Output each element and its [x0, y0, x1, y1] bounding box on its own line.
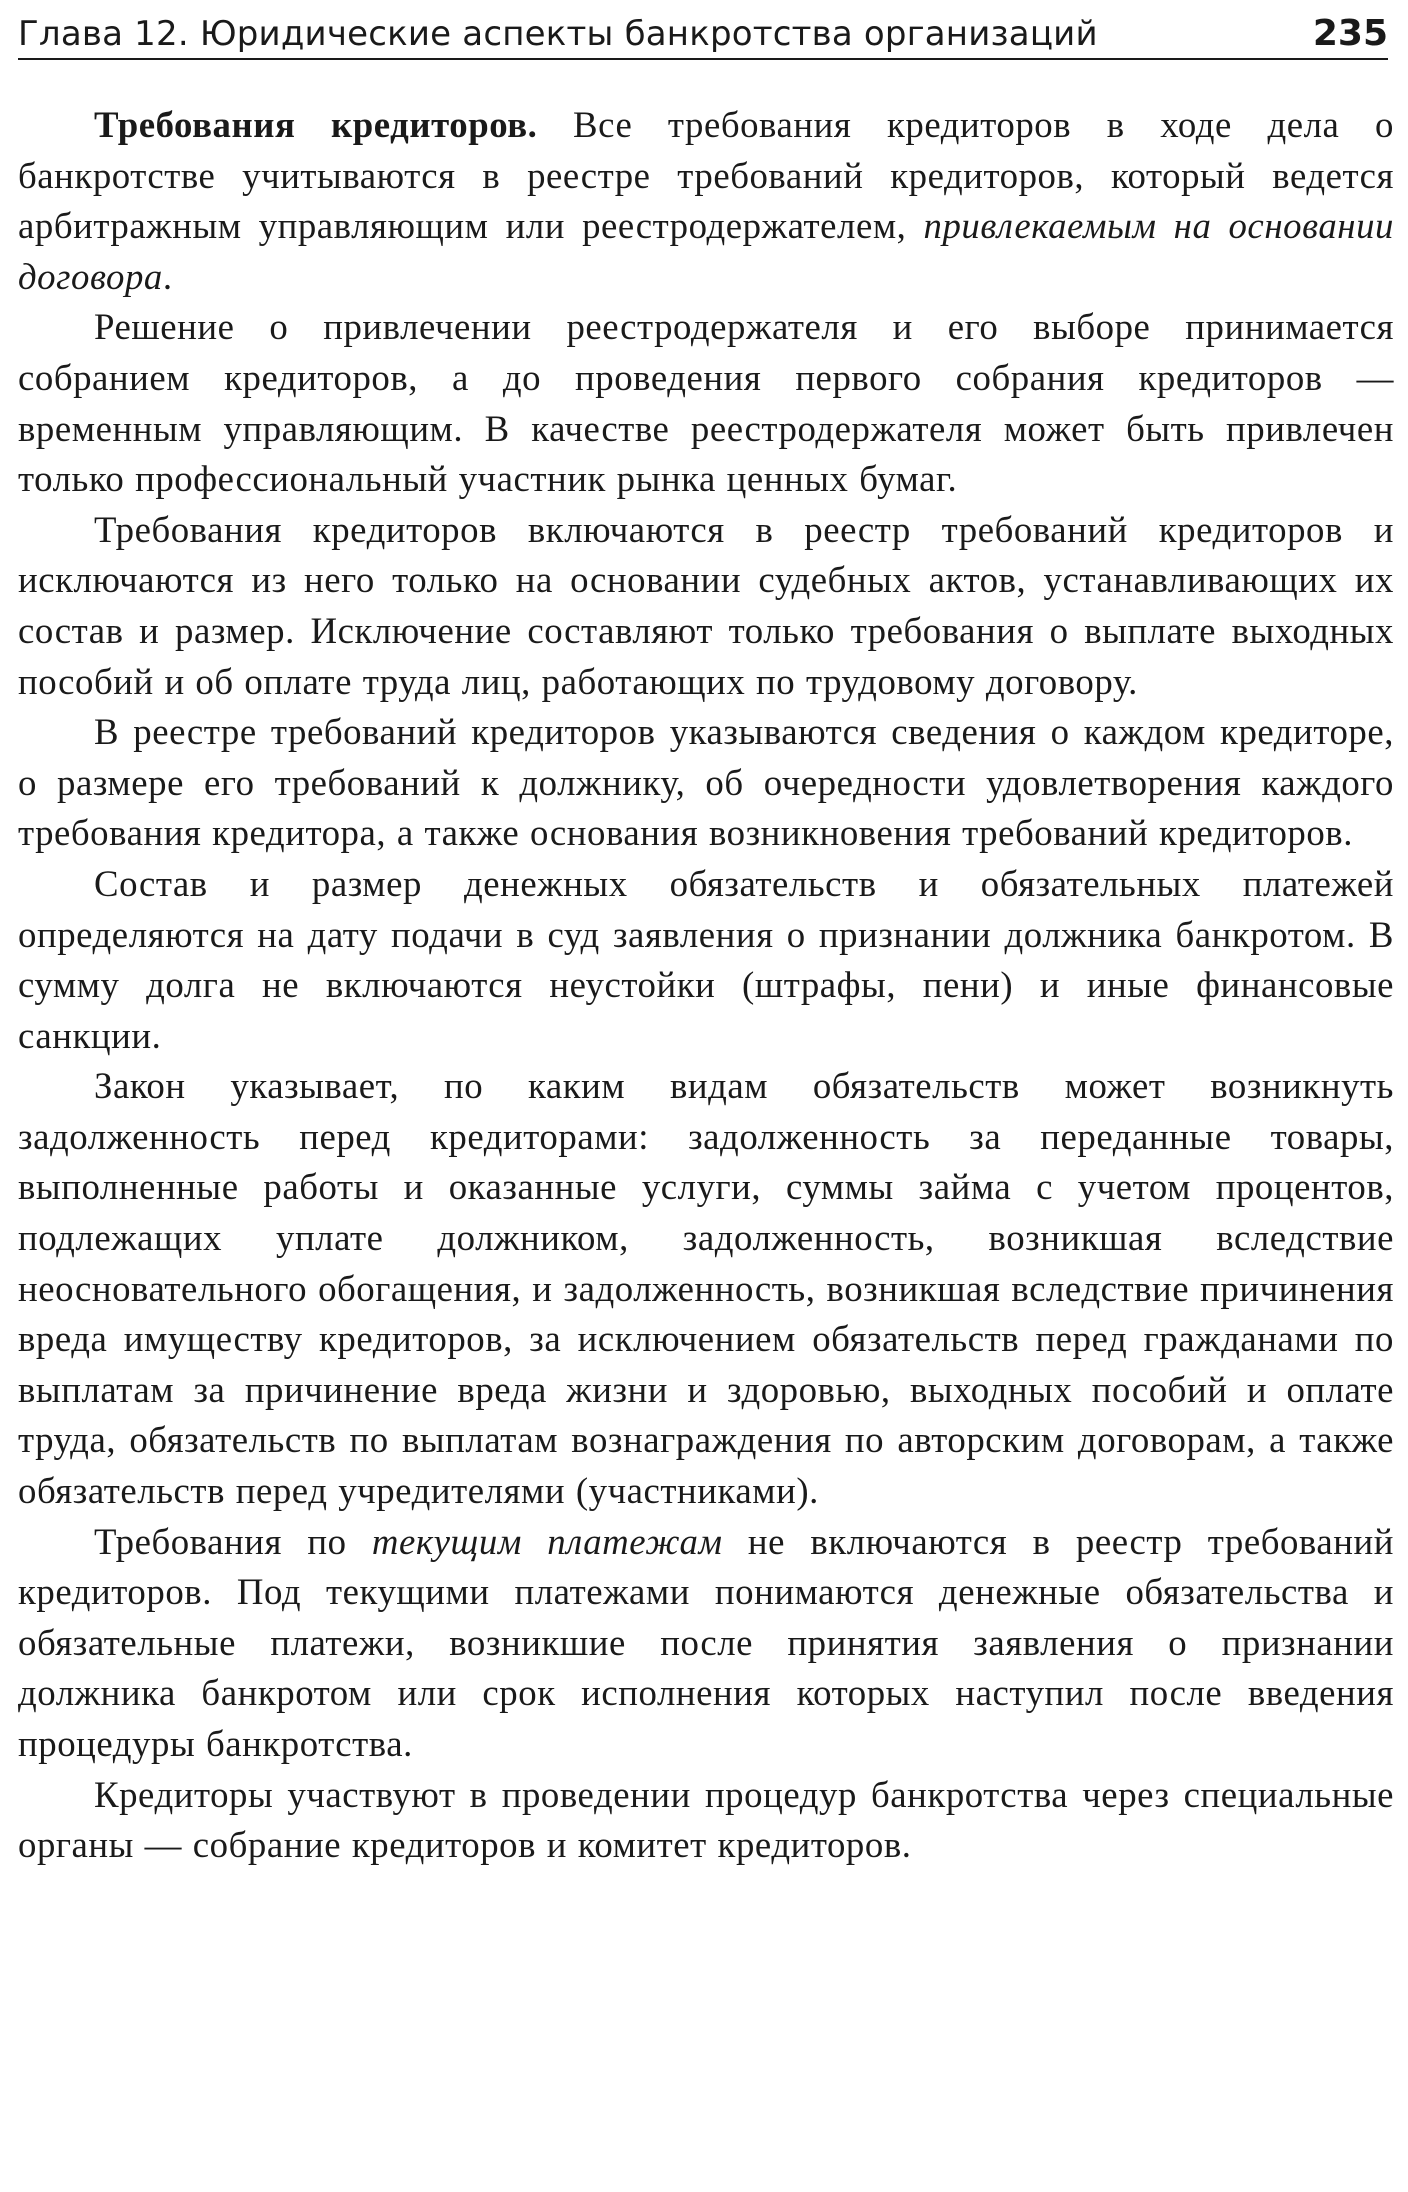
paragraph-4: В реестре требований кредиторов указываются сведения о каждом кредиторе, о размере его требований к должнику, об очередности удовлетворения каждого требования кредитора, а также основания возникновения требований кредиторов.	[18, 711, 1394, 854]
paragraph-text-end: не включаются в реестр требований кредиторов. Под текущими платежами понимаются денежные обязательства и обязательные платежи, возникшие после принятия заявления о признании должника банкротом или срок исполнения которых наступил после введения процедуры банкротства.	[18, 1520, 1394, 1764]
paragraph-3: Требования кредиторов включаются в реестр требований кредиторов и исключаются из него только на основании судебных актов, устанавливающих их состав и размер. Исключение составляют только требования о выплате выходных пособий и об оплате труда лиц, работающих по трудовому договору.	[18, 508, 1394, 702]
running-header	[18, 6, 1388, 60]
paragraph-text-end: .	[162, 255, 173, 297]
body-text	[18, 100, 1394, 1871]
paragraph-1	[18, 100, 1394, 302]
paragraph-italic-term: текущим платежам	[371, 1520, 723, 1562]
paragraph-8: Кредиторы участвуют в проведении процедур банкротства через специальные органы — собрание кредиторов и комитет кредиторов.	[18, 1773, 1394, 1866]
paragraph-text: Требования по	[94, 1520, 372, 1562]
page-number: 235	[1312, 13, 1388, 54]
paragraph-6: Закон указывает, по каким видам обязательств может возникнуть задолженность перед кредиторами: задолженность за переданные товары, выполненные работы и оказанные услуги, суммы займа с учетом процентов, подлежащих уплате должником, задолженность, возникшая вследствие неосновательного обогащения, и задолженность, возникшая вследствие причинения вреда имуществу кредиторов, за исключением обязательств перед гражданами по выплатам за причинение вреда жизни и здоровью, выходных пособий и оплате труда, обязательств по выплатам вознаграждения по авторским договорам, а также обязательств перед учредителями (участниками).	[18, 1065, 1394, 1512]
paragraph-italic-term: привлекаемым на основании договора	[18, 205, 1394, 297]
paragraph-lead-term: Требования кредиторов.	[94, 104, 538, 145]
chapter-title: Глава 12. Юридические аспекты банкротства организаций	[18, 14, 1098, 54]
paragraph-5: Состав и размер денежных обязательств и обязательных платежей определяются на дату подачи в суд заявления о признании должника банкротом. В сумму долга не включаются неустойки (штрафы, пени) и иные финансовые санкции.	[18, 862, 1394, 1056]
paragraph-text: Все требования кредиторов в ходе дела о банкротстве учитываются в реестре требований кредиторов, который ведется арбитражным управляющим или реестродержателем,	[18, 104, 1394, 247]
paragraph-7	[18, 1517, 1394, 1770]
paragraph-2: Решение о привлечении реестродержателя и его выборе принимается собранием кредиторов, а до проведения первого собрания кредиторов — временным управляющим. В качестве реестродержателя может быть привлечен только профессиональный участник рынка ценных бумаг.	[18, 306, 1394, 500]
